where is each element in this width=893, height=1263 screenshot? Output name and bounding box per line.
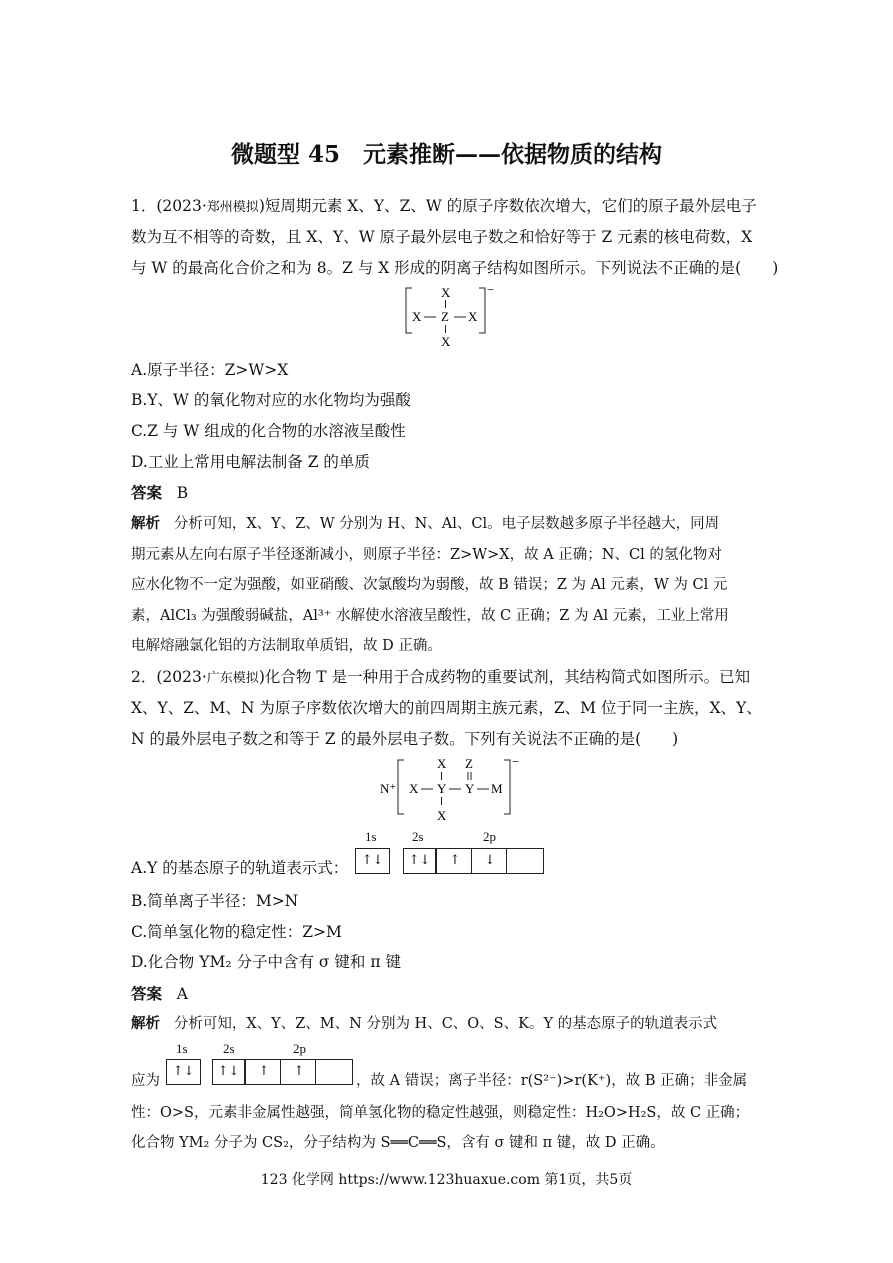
q1-option-c: C.Z 与 W 组成的化合物的水溶液呈酸性 bbox=[131, 422, 406, 440]
q2-explanation-prefix: 应为 bbox=[131, 1073, 160, 1089]
q2-compound-structure bbox=[378, 754, 520, 826]
q2-charge: − bbox=[512, 754, 520, 769]
q1-atom-x-right: X bbox=[468, 309, 478, 324]
q1-option-a: A.原子半径：Z>W>X bbox=[131, 361, 289, 379]
q2-atom-y2: Y bbox=[465, 781, 475, 796]
q1-option-d: D.工业上常用电解法制备 Z 的单质 bbox=[131, 453, 370, 471]
q2-cation-n: N⁺ bbox=[380, 781, 397, 796]
q1-explanation-line-1: 解析 分析可知，X、Y、Z、W 分别为 H、N、Al、Cl。电子层数越多原子半径越大，同周 bbox=[131, 515, 720, 532]
q1-answer: 答案 B bbox=[131, 483, 189, 502]
q2-orbital-label-2s: 2s bbox=[412, 829, 424, 844]
q2-number: 2． bbox=[131, 668, 157, 686]
q2-exp-orbital-label-2p: 2p bbox=[293, 1041, 306, 1056]
q1-explanation-line-5: 电解熔融氯化铝的方法制取单质铝，故 D 正确。 bbox=[131, 638, 442, 654]
page-title: 微题型 45 元素推断——依据物质的结构 bbox=[230, 141, 662, 168]
q2-atom-z: Z bbox=[465, 756, 473, 771]
q1-anion-structure bbox=[400, 283, 495, 353]
q2-orbital-box-2s2p: ↑↓ ↑ ↓ bbox=[403, 848, 544, 874]
q1-atom-z: Z bbox=[441, 309, 449, 324]
q1-explanation-line-4: 素，AlCl₃ 为强酸弱碱盐，Al³⁺ 水解使水溶液呈酸性，故 C 正确；Z 为 Al 元素，工业上常用 bbox=[131, 608, 729, 624]
q2-atom-y1: Y bbox=[437, 781, 447, 796]
q1-source-region: 郑州模拟 bbox=[206, 200, 259, 215]
q2-explanation-line-3: 性：O>S，元素非金属性越强，简单氢化物的稳定性越强，则稳定性：H₂O>H₂S，故 C 正确； bbox=[131, 1105, 750, 1121]
q1-atom-x-bottom: X bbox=[441, 334, 451, 349]
q1-atom-x-left: X bbox=[412, 309, 422, 324]
q1-charge: − bbox=[487, 283, 495, 297]
q1-explanation-line-2: 期元素从左向右原子半径逐渐减小，则原子半径：Z>W>X，故 A 正确；N、Cl 的氢化物对 bbox=[131, 547, 722, 563]
q2-exp-orbital-label-1s: 1s bbox=[176, 1041, 188, 1056]
q2-orbital-label-1s: 1s bbox=[365, 829, 377, 844]
q2-line-2: X、Y、Z、M、N 为原子序数依次增大的前四周期主族元素，Z、M 位于同一主族，X、Y、 bbox=[131, 699, 762, 717]
q2-explanation-line-1: 解析 分析可知，X、Y、Z、M、N 分别为 H、C、O、S、K。Y 的基态原子的轨道表示式 bbox=[131, 1015, 718, 1032]
q2-answer: 答案 A bbox=[131, 984, 188, 1003]
q2-atom-x-bottom: X bbox=[437, 808, 447, 823]
q1-option-b: B.Y、W 的氧化物对应的水化物均为强酸 bbox=[131, 391, 411, 409]
q2-exp-orbital-label-2s: 2s bbox=[223, 1041, 235, 1056]
q1-number: 1． bbox=[131, 197, 157, 215]
q2-line-3: N 的最外层电子数之和等于 Z 的最外层电子数。下列有关说法不正确的是( ) bbox=[131, 730, 679, 748]
page-footer: 123 化学网 https://www.123huaxue.com 第1页，共5页 bbox=[260, 1172, 633, 1188]
q1-line-2: 数为互不相等的奇数，且 X、Y、W 原子最外层电子数之和恰好等于 Z 元素的核电荷数，X bbox=[131, 228, 753, 246]
q1-explanation-line-3: 应水化物不一定为强酸，如亚硝酸、次氯酸均为弱酸，故 B 错误；Z 为 Al 元素，W 为 Cl 元 bbox=[131, 577, 728, 593]
q2-atom-x-top: X bbox=[437, 756, 447, 771]
q2-option-b: B.简单离子半径：M>N bbox=[131, 892, 299, 910]
q2-line-1: 2．(2023·广东模拟)化合物 T 是一种用于合成药物的重要试剂，其结构简式如图所示。已知 bbox=[131, 668, 751, 686]
q2-option-c: C.简单氢化物的稳定性：Z>M bbox=[131, 923, 342, 941]
q2-option-d: D.化合物 YM₂ 分子中含有 σ 键和 π 键 bbox=[131, 953, 401, 971]
q2-atom-m: M bbox=[491, 781, 503, 796]
q2-atom-x-left: X bbox=[409, 781, 419, 796]
q2-explanation-line-4: 化合物 YM₂ 分子为 CS₂，分子结构为 S══C══S，含有 σ 键和 π 键，故 D 正确。 bbox=[131, 1135, 665, 1151]
q1-line-3: 与 W 的最高化合价之和为 8。Z 与 X 形成的阴离子结构如图所示。下列说法不正确的是( ) bbox=[131, 259, 779, 277]
q2-orbital-label-2p: 2p bbox=[483, 829, 496, 844]
q2-source-region: 广东模拟 bbox=[206, 671, 259, 686]
q1-line-1: 1．(2023·郑州模拟)短周期元素 X、Y、Z、W 的原子序数依次增大，它们的原子最外层电子 bbox=[131, 197, 757, 215]
q2-orbital-box-1s: ↑↓ bbox=[355, 848, 390, 874]
q2-explanation-line-2: ，故 A 错误；离子半径：r(S²⁻)>r(K⁺)，故 B 正确；非金属 bbox=[356, 1073, 748, 1089]
q2-exp-orbital-box-2s2p: ↑↓ ↑ ↑ bbox=[212, 1059, 353, 1085]
q2-exp-orbital-box-1s: ↑↓ bbox=[166, 1059, 201, 1085]
q1-atom-x-top: X bbox=[441, 285, 451, 300]
q2-option-a: A.Y 的基态原子的轨道表示式： bbox=[131, 859, 349, 877]
